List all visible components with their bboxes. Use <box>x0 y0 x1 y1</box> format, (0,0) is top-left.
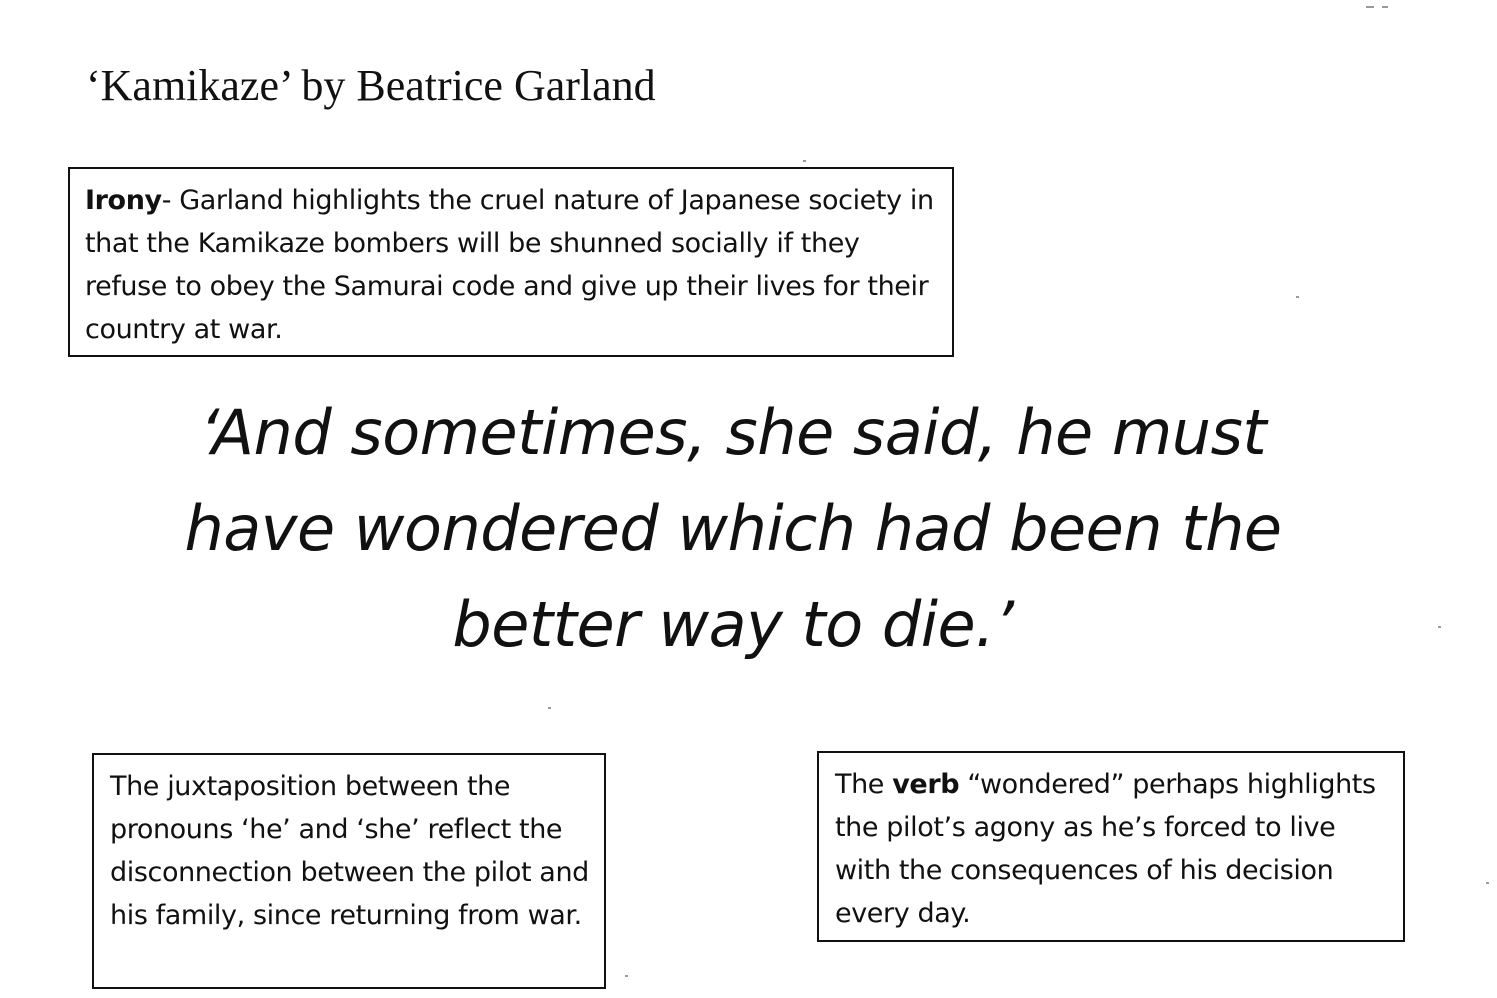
scan-speck <box>1438 626 1441 628</box>
juxtaposition-text: The juxtaposition between the pronouns ‘he’ and ‘she’ reflect the disconnection between the pilot and his family, since returning from war. <box>110 771 589 931</box>
quote-line-2: have wondered which had been the <box>184 492 1282 565</box>
scan-speck <box>1382 6 1388 8</box>
scan-speck <box>1366 6 1374 8</box>
verb-annotation-box <box>817 751 1405 942</box>
scan-speck <box>548 707 551 709</box>
irony-text: - Garland highlights the cruel nature of Japanese society in that the Kamikaze bombers will be shunned socially if they refuse to obey the Samurai code and give up their lives for their country at war. <box>85 185 934 345</box>
quote-line-3: better way to die.’ <box>452 588 1014 661</box>
verb-text: “wondered” perhaps highlights the pilot’s agony as he’s forced to live with the consequences of his decision every day. <box>835 769 1376 929</box>
irony-annotation-box <box>68 167 954 357</box>
irony-term: Irony <box>85 185 162 216</box>
scan-speck <box>1486 882 1489 884</box>
quote-line-1: ‘And sometimes, she said, he must <box>199 396 1267 469</box>
scan-speck <box>625 975 628 977</box>
juxtaposition-annotation-box <box>92 753 606 989</box>
verb-prefix: The <box>835 769 893 800</box>
page-title: ‘Kamikaze’ by Beatrice Garland <box>86 61 656 110</box>
verb-term: verb <box>892 769 960 800</box>
scan-speck <box>1296 296 1299 298</box>
poem-quote <box>120 385 1346 673</box>
scan-speck <box>803 160 806 162</box>
